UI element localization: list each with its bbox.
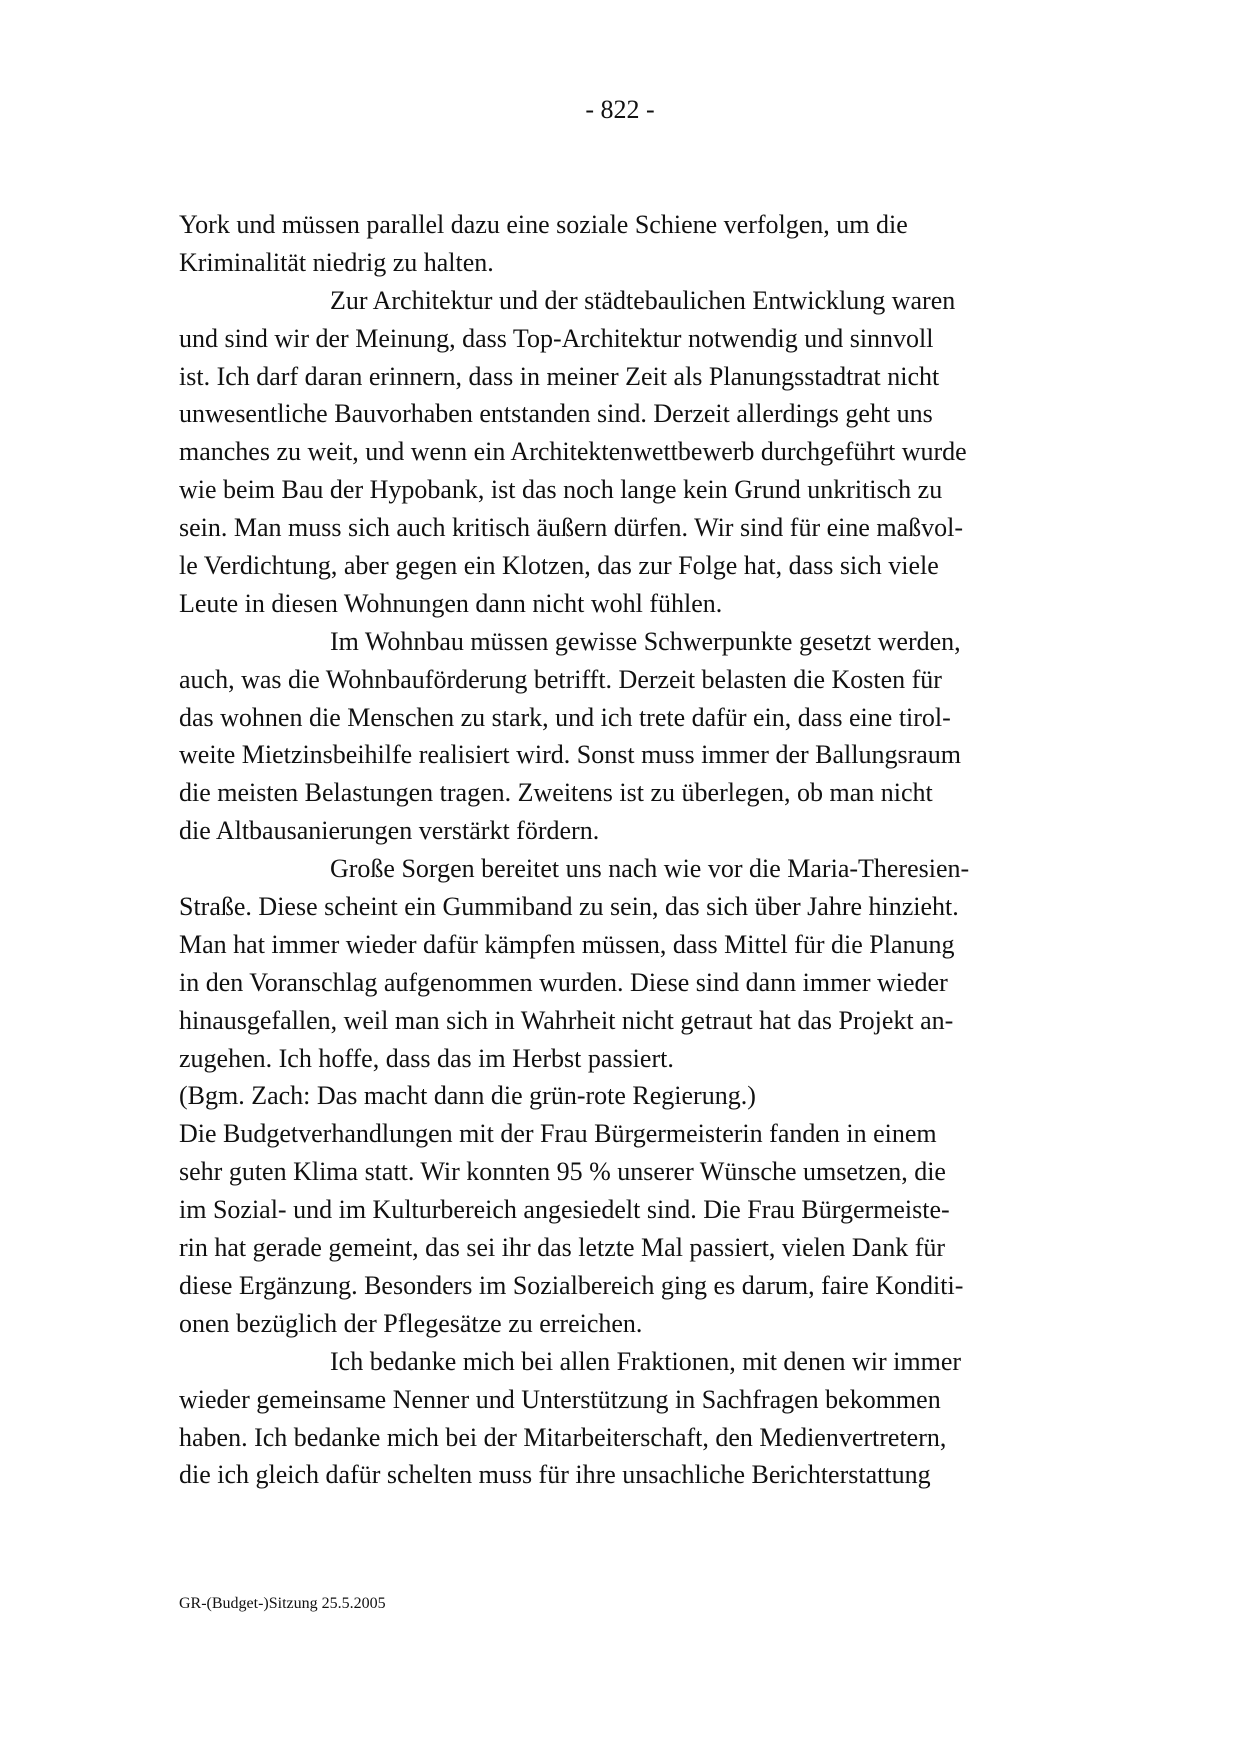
text-line: le Verdichtung, aber gegen ein Klotzen, das zur Folge hat, dass sich viele (179, 551, 939, 581)
text-line: sehr guten Klima statt. Wir konnten 95 % unserer Wünsche umsetzen, die (179, 1157, 946, 1187)
interjection-line: (Bgm. Zach: Das macht dann die grün-rote Regierung.) (179, 1081, 756, 1111)
text-line: York und müssen parallel dazu eine soziale Schiene verfolgen, um die (179, 210, 908, 239)
text-line: Straße. Diese scheint ein Gummiband zu sein, das sich über Jahre hinzieht. (179, 892, 959, 922)
text-line: Kriminalität niedrig zu halten. (179, 247, 494, 277)
text-line: Die Budgetverhandlungen mit der Frau Bürgermeisterin fanden in einem (179, 1119, 937, 1149)
text-line: hinausgefallen, weil man sich in Wahrheit nicht getraut hat das Projekt an- (179, 1005, 954, 1035)
text-line: im Sozial- und im Kulturbereich angesiedelt sind. Die Frau Bürgermeiste- (179, 1195, 950, 1225)
text-line: unwesentliche Bauvorhaben entstanden sind. Derzeit allerdings geht uns (179, 399, 933, 429)
text-line: manches zu weit, und wenn ein Architektenwettbewerb durchgeführt wurde (179, 437, 967, 467)
text-line: sein. Man muss sich auch kritisch äußern dürfen. Wir sind für eine maßvol- (179, 513, 964, 543)
text-line: in den Voranschlag aufgenommen wurden. Diese sind dann immer wieder (179, 967, 948, 997)
text-line: zugehen. Ich hoffe, dass das im Herbst passiert. (179, 1043, 674, 1073)
text-line: die Altbausanierungen verstärkt fördern. (179, 816, 600, 846)
text-line: die ich gleich dafür schelten muss für ihre unsachliche Berichterstattung (179, 1460, 931, 1490)
text-line: rin hat gerade gemeint, das sei ihr das letzte Mal passiert, vielen Dank für (179, 1233, 946, 1263)
text-line: diese Ergänzung. Besonders im Sozialbereich ging es darum, faire Konditi- (179, 1270, 964, 1300)
text-line: wie beim Bau der Hypobank, ist das noch lange kein Grund unkritisch zu (179, 475, 943, 505)
paragraph-start-line: Ich bedanke mich bei allen Fraktionen, mit denen wir immer (330, 1346, 962, 1376)
paragraph-start-line: Im Wohnbau müssen gewisse Schwerpunkte gesetzt werden, (330, 626, 961, 656)
text-line: auch, was die Wohnbauförderung betrifft. Derzeit belasten die Kosten für (179, 664, 942, 694)
text-line: haben. Ich bedanke mich bei der Mitarbeiterschaft, den Medienvertretern, (179, 1422, 947, 1452)
text-line: onen bezüglich der Pflegesätze zu erreichen. (179, 1308, 643, 1338)
text-line: Man hat immer wieder dafür kämpfen müssen, dass Mittel für die Planung (179, 929, 955, 959)
text-line: die meisten Belastungen tragen. Zweitens ist zu überlegen, ob man nicht (179, 778, 933, 808)
document-body (179, 206, 1079, 1494)
page-footer: GR-(Budget-)Sitzung 25.5.2005 (179, 1595, 386, 1612)
text-line: das wohnen die Menschen zu stark, und ich trete dafür ein, dass eine tirol- (179, 702, 951, 732)
text-line: Leute in diesen Wohnungen dann nicht wohl fühlen. (179, 588, 723, 618)
paragraph-start-line: Große Sorgen bereitet uns nach wie vor die Maria-Theresien- (330, 854, 970, 884)
text-line: ist. Ich darf daran erinnern, dass in meiner Zeit als Planungsstadtrat nicht (179, 361, 940, 391)
page-number: - 822 - (585, 95, 655, 124)
paragraph-start-line: Zur Architektur und der städtebaulichen Entwicklung waren (330, 285, 956, 315)
text-line: weite Mietzinsbeihilfe realisiert wird. Sonst muss immer der Ballungsraum (179, 740, 962, 770)
text-line: wieder gemeinsame Nenner und Unterstützung in Sachfragen bekommen (179, 1384, 941, 1414)
text-line: und sind wir der Meinung, dass Top-Architektur notwendig und sinnvoll (179, 323, 934, 353)
